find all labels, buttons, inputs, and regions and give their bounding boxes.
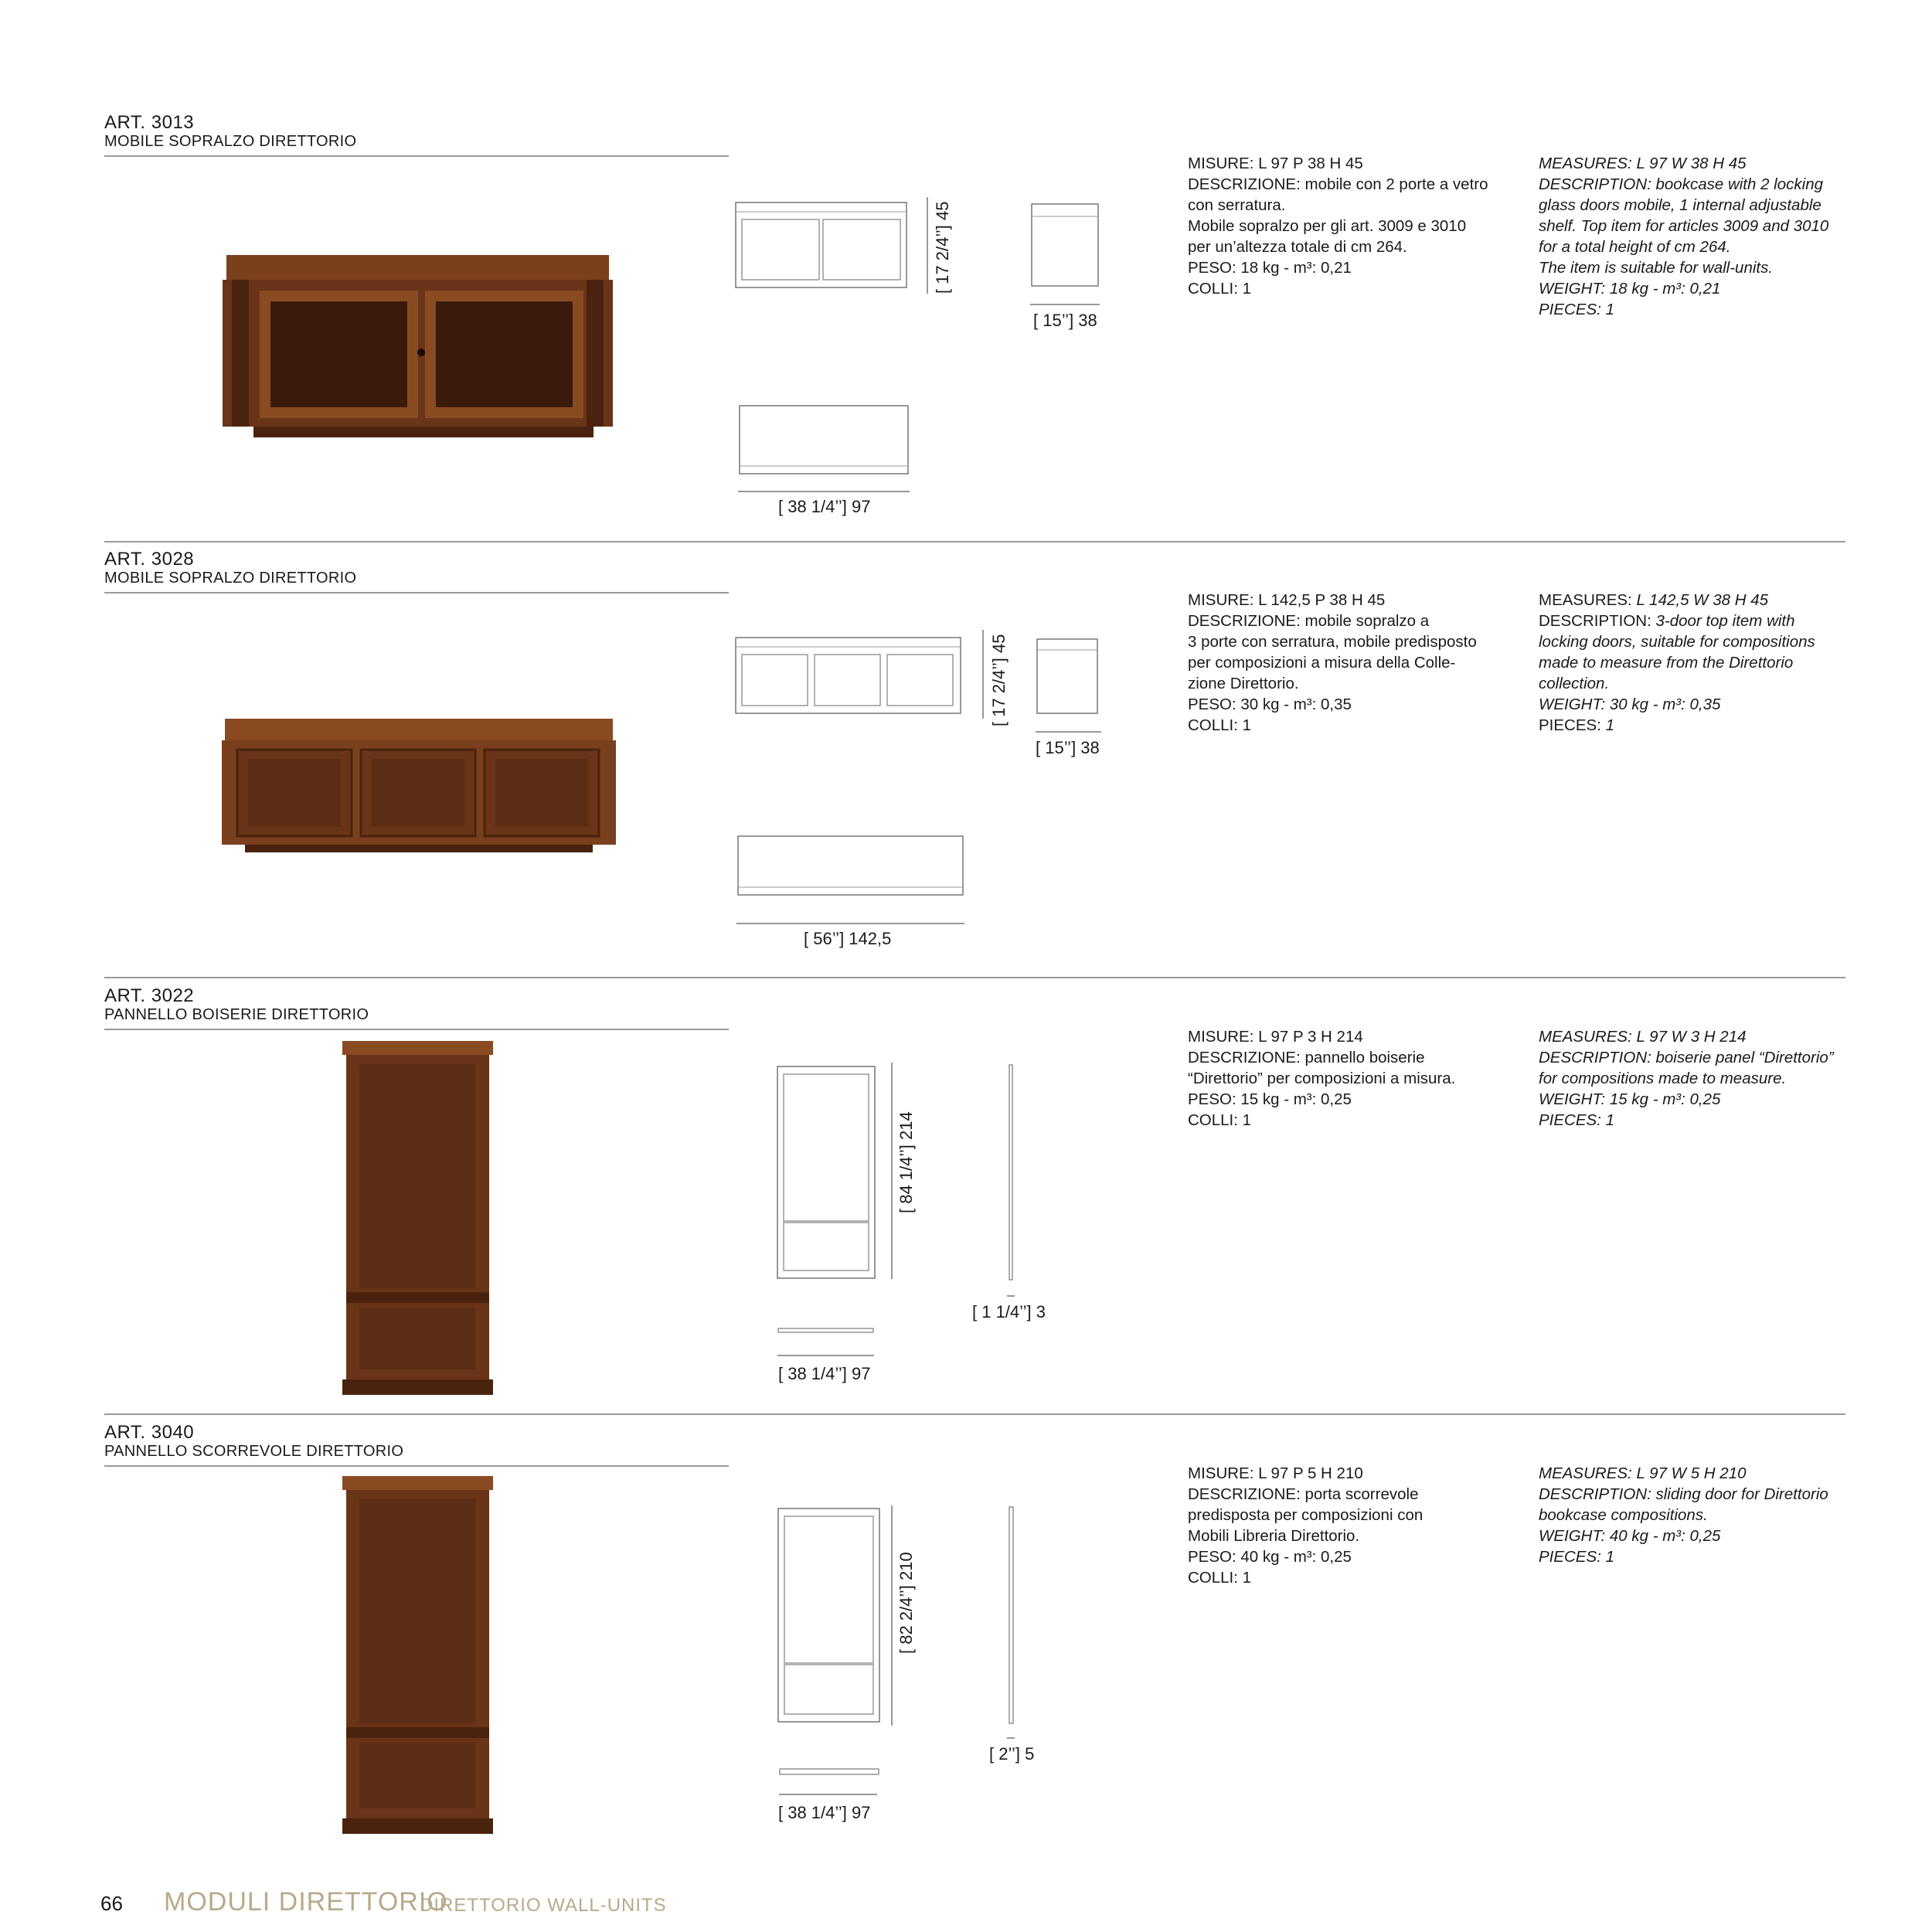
spec-value: 3-door top item with (1655, 612, 1795, 630)
spec-value: collection. (1539, 675, 1610, 692)
spec-line: PIECES: 1 (1539, 1548, 1614, 1566)
spec-line: The item is suitable for wall-units. (1539, 259, 1774, 277)
spec-label: MEASURES: (1539, 591, 1632, 609)
top-drawing-3022 (777, 1328, 874, 1334)
divider (104, 592, 729, 594)
page-number: 66 (100, 1892, 123, 1915)
spec-line: COLLI: 1 (1188, 716, 1252, 734)
height-rule (926, 197, 929, 294)
spec-line: WEIGHT: 15 kg - m³: 0,25 (1539, 1090, 1721, 1108)
dimension-height: [ 17 2/4’’] 45 (989, 634, 1009, 726)
spec-line: predisposta per composizioni con (1188, 1506, 1423, 1524)
dimension-depth: [ 2’’] 5 (989, 1744, 1035, 1764)
depth-rule (1030, 303, 1100, 306)
side-drawing-3013 (1030, 202, 1100, 287)
spec-line: COLLI: 1 (1188, 1569, 1252, 1587)
front-drawing-3013 (734, 201, 908, 290)
divider (104, 1465, 729, 1467)
side-drawing-3028 (1036, 638, 1099, 715)
width-rule (779, 1793, 877, 1796)
spec-line: MEASURES: L 97 W 5 H 210 (1539, 1464, 1747, 1482)
divider (104, 1029, 729, 1030)
spec-english (1539, 590, 1815, 736)
section-divider (104, 977, 1845, 978)
spec-italian (1188, 1026, 1455, 1131)
article-code: ART. 3040 (104, 1422, 195, 1443)
spec-line: PESO: 15 kg - m³: 0,25 (1188, 1090, 1352, 1108)
page-subtitle: DIRETTORIO WALL-UNITS (420, 1895, 667, 1916)
top-drawing-3040 (779, 1768, 879, 1776)
spec-line: MISURE: L 97 P 5 H 210 (1188, 1464, 1363, 1482)
dimension-height: [ 84 1/4’’] 214 (896, 1111, 916, 1213)
divider (104, 155, 729, 157)
article-code: ART. 3022 (104, 985, 195, 1006)
spec-english (1539, 1463, 1828, 1567)
width-rule (777, 1354, 874, 1357)
spec-line: MISURE: L 142,5 P 38 H 45 (1188, 591, 1386, 609)
spec-line: “Direttorio” per composizioni a misura. (1188, 1070, 1456, 1087)
spec-line: PESO: 40 kg - m³: 0,25 (1188, 1548, 1352, 1566)
spec-value: made to measure from the Direttorio (1539, 654, 1794, 672)
side-drawing-3022 (1009, 1065, 1013, 1280)
dimension-depth: [ 15’’] 38 (1033, 311, 1097, 330)
section-divider (104, 541, 1845, 543)
product-photo-3040 (342, 1476, 493, 1835)
dimension-width: [ 38 1/4’’] 97 (778, 497, 871, 516)
spec-line: bookcase compositions. (1539, 1506, 1708, 1524)
spec-line: DESCRIZIONE: mobile sopralzo a (1188, 612, 1430, 630)
dimension-height: [ 82 2/4’’] 210 (896, 1552, 916, 1654)
spec-value: 1 (1605, 716, 1614, 734)
depth-rule (1007, 1294, 1015, 1298)
dimension-width: [ 38 1/4’’] 97 (778, 1364, 871, 1383)
top-drawing-3013 (738, 404, 910, 475)
article-name: MOBILE SOPRALZO DIRETTORIO (104, 133, 357, 150)
article-name: MOBILE SOPRALZO DIRETTORIO (104, 570, 357, 587)
article-code: ART. 3013 (104, 112, 195, 133)
dimension-depth: [ 15’’] 38 (1036, 738, 1100, 757)
spec-line: per composizioni a misura della Colle- (1188, 654, 1456, 672)
spec-line: COLLI: 1 (1188, 280, 1252, 298)
spec-line: con serratura. (1188, 196, 1286, 214)
width-rule (736, 922, 964, 925)
spec-line: PESO: 18 kg - m³: 0,21 (1188, 259, 1352, 277)
spec-line: WEIGHT: 18 kg - m³: 0,21 (1539, 280, 1721, 298)
spec-line: PIECES: 1 (1539, 1111, 1614, 1129)
section-divider (104, 1413, 1845, 1415)
side-drawing-3040 (1009, 1507, 1014, 1723)
spec-italian (1188, 153, 1488, 299)
height-rule (890, 1063, 893, 1279)
front-drawing-3040 (777, 1507, 881, 1723)
spec-value: WEIGHT: 30 kg - m³: 0,35 (1539, 696, 1721, 713)
depth-rule (1007, 1736, 1015, 1740)
page-title: MODULI DIRETTORIO (164, 1887, 448, 1917)
spec-line: DESCRIZIONE: mobile con 2 porte a vetro (1188, 175, 1488, 193)
spec-english (1539, 153, 1828, 320)
spec-english (1539, 1026, 1834, 1131)
spec-line: glass doors mobile, 1 internal adjustable (1539, 196, 1821, 214)
spec-line: 3 porte con serratura, mobile predisposto (1188, 633, 1477, 651)
spec-line: PESO: 30 kg - m³: 0,35 (1188, 696, 1352, 713)
spec-line: MEASURES: L 97 W 3 H 214 (1539, 1028, 1747, 1046)
article-name: PANNELLO SCORREVOLE DIRETTORIO (104, 1443, 404, 1460)
spec-line: MEASURES: L 97 W 38 H 45 (1539, 155, 1747, 172)
product-photo-3022 (342, 1041, 493, 1396)
spec-line: DESCRIZIONE: pannello boiserie (1188, 1049, 1425, 1066)
dimension-width: [ 56’’] 142,5 (804, 929, 892, 948)
spec-line: COLLI: 1 (1188, 1111, 1252, 1129)
product-photo-3028 (222, 719, 616, 854)
spec-line: Mobile sopralzo per gli art. 3009 e 3010 (1188, 217, 1467, 235)
product-photo-3013 (223, 252, 613, 441)
dimension-width: [ 38 1/4’’] 97 (778, 1803, 871, 1822)
spec-line: Mobili Libreria Direttorio. (1188, 1527, 1360, 1545)
article-name: PANNELLO BOISERIE DIRETTORIO (104, 1006, 369, 1023)
spec-value: locking doors, suitable for compositions (1539, 633, 1815, 651)
dimension-depth: [ 1 1/4’’] 3 (972, 1302, 1046, 1321)
spec-italian (1188, 1463, 1423, 1588)
spec-italian (1188, 590, 1477, 736)
spec-line: DESCRIPTION: sliding door for Direttorio (1539, 1485, 1828, 1503)
spec-line: DESCRIZIONE: porta scorrevole (1188, 1485, 1419, 1503)
spec-line: MISURE: L 97 P 3 H 214 (1188, 1028, 1363, 1046)
spec-line: DESCRIPTION: bookcase with 2 locking (1539, 175, 1823, 193)
spec-line: zione Direttorio. (1188, 675, 1299, 692)
spec-line: MISURE: L 97 P 38 H 45 (1188, 155, 1363, 172)
height-rule (981, 630, 985, 719)
spec-line: for compositions made to measure. (1539, 1070, 1787, 1087)
spec-value: L 142,5 W 38 H 45 (1636, 591, 1769, 609)
depth-rule (1036, 730, 1101, 733)
width-rule (738, 490, 910, 493)
spec-line: PIECES: 1 (1539, 301, 1614, 318)
spec-line: WEIGHT: 40 kg - m³: 0,25 (1539, 1527, 1721, 1545)
spec-line: for a total height of cm 264. (1539, 238, 1731, 256)
dimension-height: [ 17 2/4’’] 45 (933, 201, 952, 294)
spec-line: per un’altezza totale di cm 264. (1188, 238, 1407, 256)
spec-label: PIECES: (1539, 716, 1601, 734)
spec-label: DESCRIPTION: (1539, 612, 1651, 630)
top-drawing-3028 (736, 835, 964, 896)
front-drawing-3028 (734, 636, 962, 715)
spec-line: DESCRIPTION: boiserie panel “Direttorio” (1539, 1049, 1834, 1066)
spec-line: shelf. Top item for articles 3009 and 3010 (1539, 217, 1829, 235)
article-code: ART. 3028 (104, 549, 195, 570)
front-drawing-3022 (776, 1065, 876, 1280)
height-rule (890, 1505, 893, 1726)
